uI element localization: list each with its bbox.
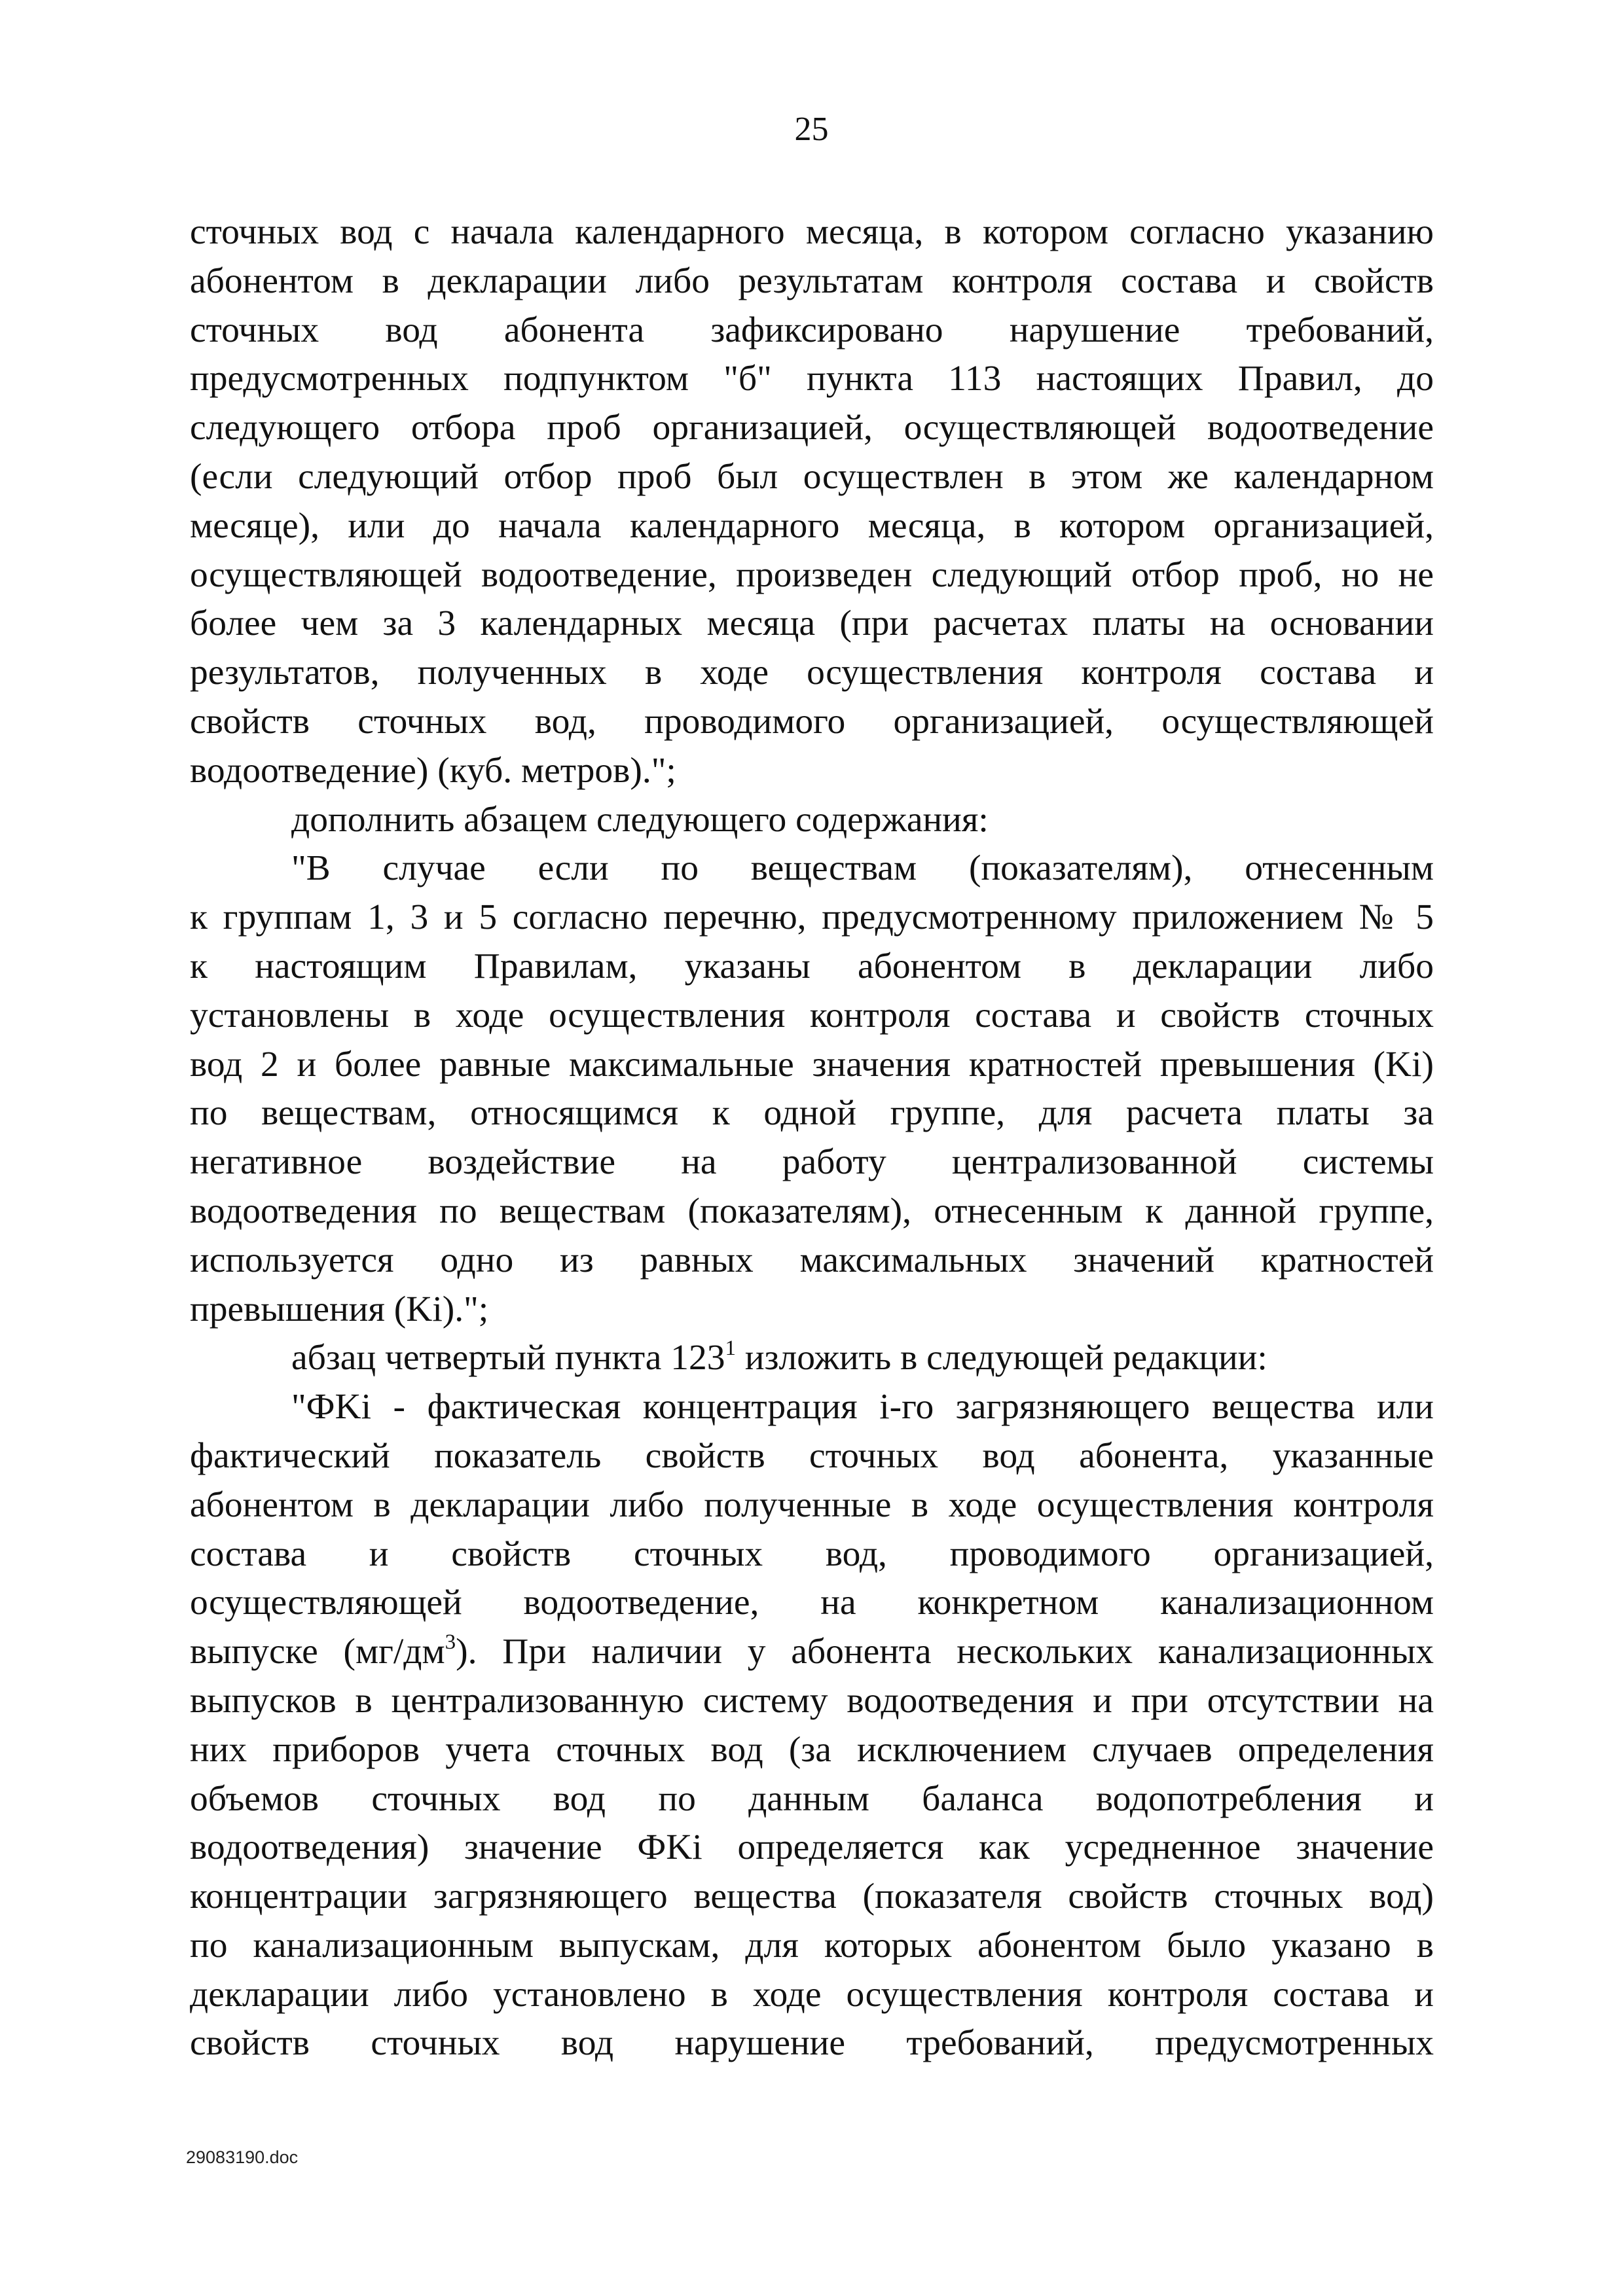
text-line: результатов, полученных в ходе осуществления контроля состава и — [190, 653, 1434, 693]
text-line: сточных вод абонента зафиксировано нарушение требований, — [190, 310, 1434, 350]
text-line: объемов сточных вод по данным баланса водопотребления и — [190, 1778, 1434, 1819]
document-file-code: 29083190.doc — [186, 2147, 299, 2167]
text-line — [190, 1334, 1434, 1383]
page-number: 25 — [794, 111, 829, 148]
text-line: свойств сточных вод, проводимого организацией, осуществляющей — [190, 701, 1434, 742]
text-line: осуществляющей водоотведение, на конкретном канализационном — [190, 1583, 1434, 1623]
text-line: вод 2 и более равные максимальные значения кратностей превышения (Ki) — [190, 1044, 1434, 1085]
text-fragment: абзац четвертый пункта 123 — [291, 1338, 725, 1378]
text-line — [190, 1628, 1434, 1677]
text-line: (если следующий отбор проб был осуществлен в этом же календарном — [190, 456, 1434, 497]
superscript: 1 — [725, 1336, 737, 1361]
text-line: сточных вод с начала календарного месяца, в котором согласно указанию — [190, 212, 1434, 252]
document-body — [190, 208, 1434, 2068]
text-line: месяце), или до начала календарного месяца, в котором организацией, — [190, 505, 1434, 546]
text-line: декларации либо установлено в ходе осуществления контроля состава и — [190, 1974, 1434, 2015]
text-line: превышения (Ki)."; — [190, 1289, 489, 1329]
text-line: свойств сточных вод нарушение требований, предусмотренных — [190, 2023, 1434, 2064]
text-line: них приборов учета сточных вод (за исключением случаев определения — [190, 1729, 1434, 1770]
text-line: выпусков в централизованную систему водоотведения и при отсутствии на — [190, 1680, 1434, 1721]
text-fragment: ). При наличии у абонента нескольких канализационных — [456, 1632, 1434, 1672]
text-line: установлены в ходе осуществления контроля состава и свойств сточных — [190, 995, 1434, 1035]
text-line: осуществляющей водоотведение, произведен следующий отбор проб, но не — [190, 554, 1434, 595]
text-line: фактический показатель свойств сточных вод абонента, указанные — [190, 1435, 1434, 1476]
text-line: "В случае если по веществам (показателям), отнесенным — [291, 848, 1434, 889]
text-line: водоотведения по веществам (показателям), отнесенным к данной группе, — [190, 1191, 1434, 1231]
text-line: к группам 1, 3 и 5 согласно перечню, предусмотренному приложением № 5 — [190, 897, 1434, 938]
text-line: абонентом в декларации либо результатам контроля состава и свойств — [190, 260, 1434, 301]
text-line: концентрации загрязняющего вещества (показателя свойств сточных вод) — [190, 1876, 1434, 1917]
text-line: по веществам, относящимся к одной группе, для расчета платы за — [190, 1093, 1434, 1134]
text-line: негативное воздействие на работу централизованной системы — [190, 1142, 1434, 1183]
text-line: абонентом в декларации либо полученные в ходе осуществления контроля — [190, 1484, 1434, 1525]
text-line: водоотведение) (куб. метров)."; — [190, 750, 676, 791]
text-line: более чем за 3 календарных месяца (при расчетах платы на основании — [190, 603, 1434, 644]
superscript: 3 — [445, 1630, 456, 1655]
text-line: к настоящим Правилам, указаны абонентом в декларации либо — [190, 946, 1434, 986]
text-line: предусмотренных подпунктом "б" пункта 113 настоящих Правил, до — [190, 359, 1434, 399]
text-fragment: изложить в следующей редакции: — [736, 1338, 1267, 1378]
text-line: водоотведения) значение ФKi определяется как усредненное значение — [190, 1827, 1434, 1868]
text-line: используется одно из равных максимальных значений кратностей — [190, 1240, 1434, 1280]
text-line: по канализационным выпускам, для которых абонентом было указано в — [190, 1925, 1434, 1965]
text-fragment: выпуске (мг/дм — [190, 1632, 445, 1672]
text-line: "ФKi - фактическая концентрация i-го загрязняющего вещества или — [291, 1387, 1434, 1427]
text-line: следующего отбора проб организацией, осуществляющей водоотведение — [190, 408, 1434, 448]
text-line: дополнить абзацем следующего содержания: — [291, 799, 989, 840]
text-line: состава и свойств сточных вод, проводимого организацией, — [190, 1534, 1434, 1574]
